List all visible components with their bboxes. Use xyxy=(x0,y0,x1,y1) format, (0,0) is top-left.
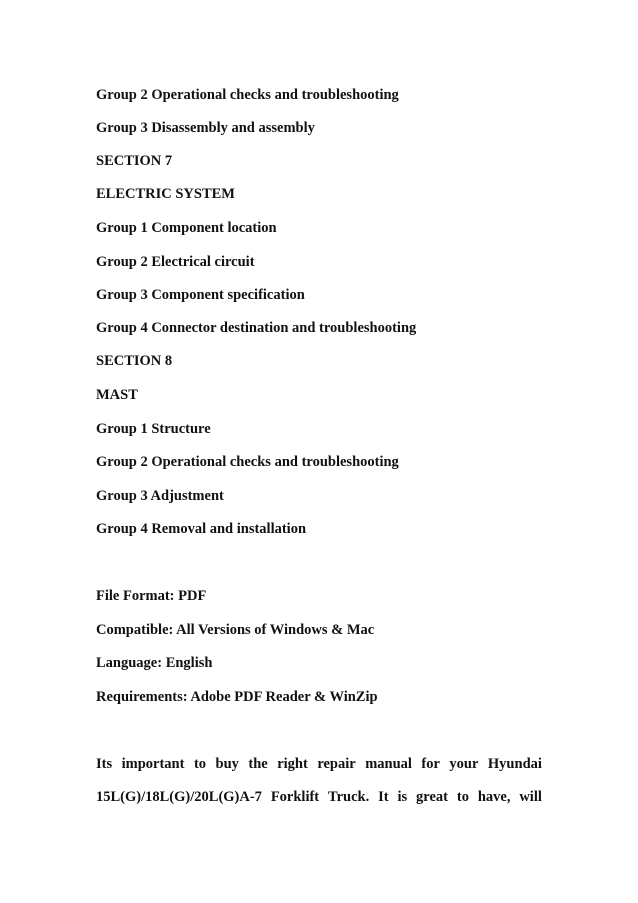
word: Forklift xyxy=(270,789,320,805)
word: to xyxy=(456,789,469,805)
word: Hyundai xyxy=(487,756,542,772)
word: important xyxy=(121,756,185,772)
compatible-line: Compatible: All Versions of Windows & Mac xyxy=(96,622,375,638)
word: It xyxy=(378,789,389,805)
toc-line: SECTION 8 xyxy=(96,353,173,369)
toc-line: SECTION 7 xyxy=(96,153,173,169)
toc-line: Group 2 Electrical circuit xyxy=(96,254,255,270)
toc-line: ELECTRIC SYSTEM xyxy=(96,186,235,202)
word: repair xyxy=(317,756,356,772)
toc-line: Group 4 Removal and installation xyxy=(96,521,307,537)
word: for xyxy=(421,756,440,772)
word: 15L(G)/18L(G)/20L(G)A-7 xyxy=(96,789,262,805)
file-format-line: File Format: PDF xyxy=(96,588,207,604)
word: great xyxy=(416,789,448,805)
word: have, xyxy=(477,789,511,805)
word: Its xyxy=(96,756,113,772)
toc-line: Group 1 Component location xyxy=(96,220,277,236)
word: to xyxy=(193,756,207,772)
word: right xyxy=(277,756,308,772)
toc-line: Group 2 Operational checks and troubleshooting xyxy=(96,87,399,103)
word: buy xyxy=(215,756,239,772)
requirements-line: Requirements: Adobe PDF Reader & WinZip xyxy=(96,689,378,705)
word: Truck. xyxy=(328,789,370,805)
toc-line: MAST xyxy=(96,387,138,403)
toc-line: Group 3 Adjustment xyxy=(96,488,224,504)
paragraph-line-1 xyxy=(96,755,542,773)
word: the xyxy=(248,756,268,772)
word: your xyxy=(449,756,479,772)
toc-line: Group 4 Connector destination and troubleshooting xyxy=(96,320,417,336)
word: will xyxy=(519,789,542,805)
word: is xyxy=(397,789,408,805)
toc-line: Group 1 Structure xyxy=(96,421,211,437)
toc-line: Group 2 Operational checks and troubleshooting xyxy=(96,454,399,470)
toc-line: Group 3 Component specification xyxy=(96,287,305,303)
paragraph-line-2 xyxy=(96,788,542,806)
language-line: Language: English xyxy=(96,655,213,671)
word: manual xyxy=(365,756,412,772)
toc-line: Group 3 Disassembly and assembly xyxy=(96,120,315,136)
description-paragraph xyxy=(96,755,542,806)
